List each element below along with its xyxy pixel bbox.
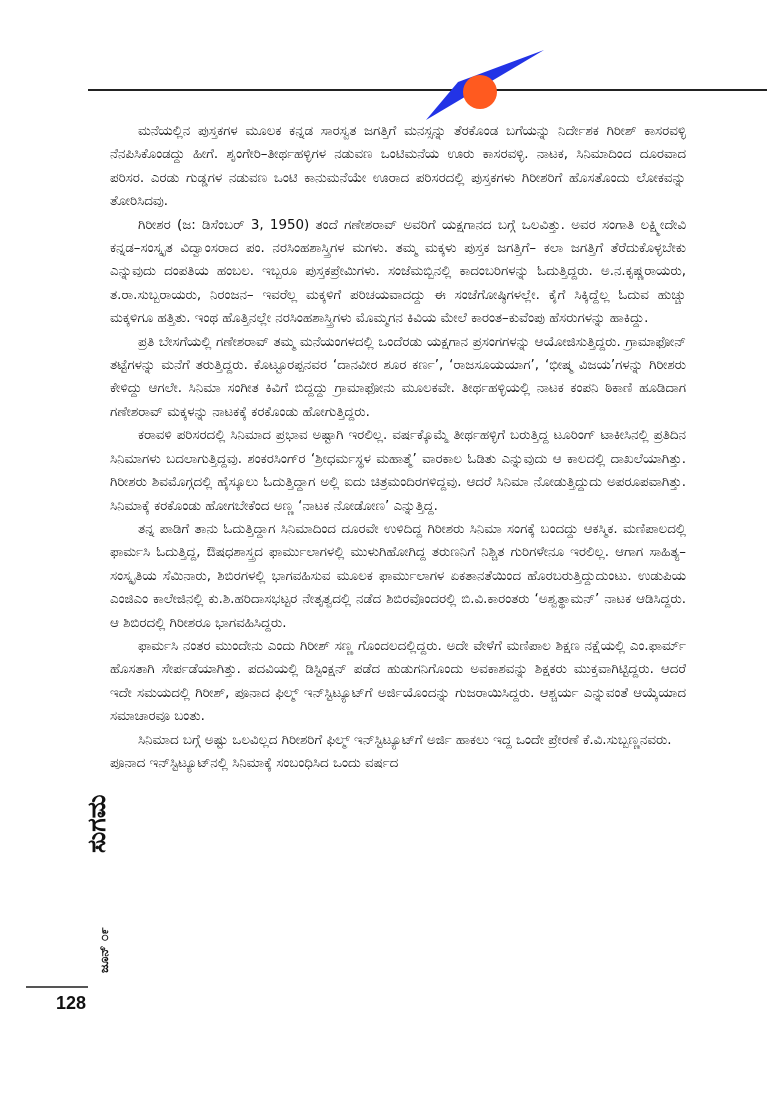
paragraph: ಸಿನಿಮಾದ ಬಗ್ಗೆ ಅಷ್ಟು ಒಲವಿಲ್ಲದ ಗಿರೀಶರಿಗೆ ಫಿಲ್ಮ್ ಇನ್‌ಸ್ಟಿಟ್ಯೂಟ್‌ಗೆ ಅರ್ಜಿ ಹಾಕಲು ಇದ್ದ ಒಂದೇ ಪ್ರೇರಣೆ ಕೆ.ವಿ.ಸುಬ್ಬಣ್ಣನವರು. ಪೂನಾದ ಇನ್‌ಸ್ಟಿಟ್ಯೂಟ್‌ನಲ್ಲಿ ಸಿನಿಮಾಕ್ಕೆ ಸಂಬಂಧಿಸಿದ ಒಂದು ವರ್ಷದ [110,732,672,771]
footer-rule [26,986,88,988]
article-body [110,120,686,775]
paragraph: ಫಾರ್ಮಸಿ ನಂತರ ಮುಂದೇನು ಎಂದು ಗಿರೀಶ್ ಸಣ್ಣ ಗೊಂದಲದಲ್ಲಿದ್ದರು. ಅದೇ ವೇಳೆಗೆ ಮಣಿಪಾಲ ಶಿಕ್ಷಣ ನಕ್ಷೆಯಲ್ಲಿ ಎಂ.ಫಾರ್ಮ್ ಹೊಸತಾಗಿ ಸೇರ್ಪಡೆಯಾಗಿತ್ತು. ಪದವಿಯಲ್ಲಿ ಡಿಸ್ಟಿಂಕ್ಷನ್ ಪಡೆದ ಹುಡುಗನಿಗೊಂದು ಅವಕಾಶವನ್ನು ಶಿಕ್ಷಕರು ಮುಕ್ತವಾಗಿಟ್ಟಿದ್ದರು. ಆದರೆ ಇದೇ ಸಮಯದಲ್ಲಿ ಗಿರೀಶ್, ಪೂನಾದ ಫಿಲ್ಮ್ ಇನ್‌ಸ್ಟಿಟ್ಯೂಟ್‌ಗೆ ಅರ್ಜಿಯೊಂದನ್ನು ಗುಜರಾಯಿಸಿದ್ದರು. ಆಶ್ಚರ್ಯ ಎನ್ನುವಂತೆ ಆಯ್ಕೆಯಾದ ಸಮಾಚಾರವೂ ಬಂತು. [110,638,686,725]
magazine-title: ಸುಗಮ [82,794,111,853]
paragraph: ಕರಾವಳಿ ಪರಿಸರದಲ್ಲಿ ಸಿನಿಮಾದ ಪ್ರಭಾವ ಅಷ್ಟಾಗಿ ಇರಲಿಲ್ಲ. ವರ್ಷಕ್ಕೊಮ್ಮೆ ತೀರ್ಥಹಳ್ಳಿಗೆ ಬರುತ್ತಿದ್ದ ಟೂರಿಂಗ್ ಟಾಕೀಸಿನಲ್ಲಿ ಪ್ರತಿದಿನ ಸಿನಿಮಾಗಳು ಬದಲಾಗುತ್ತಿದ್ದವು. ಶಂಕರಸಿಂಗ್‌ರ ‘ಶ್ರೀಧರ್ಮಸ್ಥಳ ಮಹಾತ್ಮೆ’ ವಾರಕಾಲ ಓಡಿತು ಎನ್ನುವುದು ಆ ಕಾಲದಲ್ಲಿ ದಾಖಲೆಯಾಗಿತ್ತು. ಗಿರೀಶರು ಶಿವಮೊಗ್ಗದಲ್ಲಿ ಹೈಸ್ಕೂಲು ಓದುತ್ತಿದ್ದಾಗ ಅಲ್ಲಿ ಐದು ಚಿತ್ರಮಂದಿರಗಳಿದ್ದವು. ಆದರೆ ಸಿನಿಮಾ ನೋಡುತ್ತಿದ್ದುದು ಅಪರೂಪವಾಗಿತ್ತು. ಸಿನಿಮಾಕ್ಕೆ ಕರಕೊಂಡು ಹೋಗಬೇಕೆಂದ ಅಣ್ಣ ‘ನಾಟಕ ನೋಡೋಣ’ ಎನ್ನುತ್ತಿದ್ದ. [110,428,686,514]
paragraph: ಪ್ರತಿ ಬೇಸಗೆಯಲ್ಲಿ ಗಣೇಶರಾವ್ ತಮ್ಮ ಮನೆಯಂಗಳದಲ್ಲಿ ಒಂದೆರಡು ಯಕ್ಷಗಾನ ಪ್ರಸಂಗಗಳನ್ನು ಆಯೋಜಿಸುತ್ತಿದ್ದರು. ಗ್ರಾಮಾಫೋನ್ ತಟ್ಟೆಗಳನ್ನು ಮನೆಗೆ ತರುತ್ತಿದ್ದರು. ಕೊಟ್ಟೂರಪ್ಪನವರ ‘ದಾನವೀರ ಶೂರ ಕರ್ಣ’, ‘ರಾಜಸೂಯಯಾಗ’, ‘ಭೀಷ್ಮ ವಿಜಯ’ಗಳನ್ನು ಗಿರೀಶರು ಕೇಳಿದ್ದು ಆಗಲೇ. ಸಿನಿಮಾ ಸಂಗೀತ ಕಿವಿಗೆ ಬಿದ್ದದ್ದು ಗ್ರಾಮಾಫೋನು ಮೂಲಕವೇ. ತೀರ್ಥಹಳ್ಳಿಯಲ್ಲಿ ನಾಟಕ ಕಂಪನಿ ಠಿಕಾಣಿ ಹೂಡಿದಾಗ ಗಣೇಶರಾವ್ ಮಕ್ಕಳನ್ನು ನಾಟಕಕ್ಕೆ ಕರಕೊಂಡು ಹೋಗುತ್ತಿದ್ದರು. [110,334,686,420]
publisher-logo [418,46,548,120]
paragraph: ತನ್ನ ಪಾಡಿಗೆ ತಾನು ಓದುತ್ತಿದ್ದಾಗ ಸಿನಿಮಾದಿಂದ ದೂರವೇ ಉಳಿದಿದ್ದ ಗಿರೀಶರು ಸಿನಿಮಾ ಸಂಗಕ್ಕೆ ಬಂದದ್ದು ಆಕಸ್ಮಿಕ. ಮಣಿಪಾಲದಲ್ಲಿ ಫಾರ್ಮಸಿ ಓದುತ್ತಿದ್ದ, ಔಷಧಶಾಸ್ತ್ರದ ಫಾರ್ಮುಲಾಗಳಲ್ಲಿ ಮುಳುಗಿಹೋಗಿದ್ದ ತರುಣನಿಗೆ ನಿಶ್ಚಿತ ಗುರಿಗಳೇನೂ ಇರಲಿಲ್ಲ. ಆಗಾಗ ಸಾಹಿತ್ಯ–ಸಂಸ್ಕೃತಿಯ ಸೆಮಿನಾರು, ಶಿಬಿರಗಳಲ್ಲಿ ಭಾಗವಹಿಸುವ ಮೂಲಕ ಫಾರ್ಮುಲಾಗಳ ಏಕತಾನತೆಯಿಂದ ಹೊರಬರುತ್ತಿದ್ದುದುಂಟು. ಉಡುಪಿಯ ಎಂಜಿಎಂ ಕಾಲೇಜಿನಲ್ಲಿ ಕು.ಶಿ.ಹರಿದಾಸಭಟ್ಟರ ನೇತೃತ್ವದಲ್ಲಿ ನಡೆದ ಶಿಬಿರವೊಂದರಲ್ಲಿ ಬಿ.ವಿ.ಕಾರಂತರು ‘ಅಶ್ವತ್ಥಾಮನ್’ ನಾಟಕ ಆಡಿಸಿದ್ದರು. ಆ ಶಿಬಿರದಲ್ಲಿ ಗಿರೀಶರೂ ಭಾಗವಹಿಸಿದ್ದರು. [110,521,686,631]
issue-label: ಜೂನ್ ೦೯ [96,927,111,973]
page-number: 128 [56,993,87,1013]
magazine-sidebar [52,793,112,979]
paragraph: ಗಿರೀಶರ (ಜ: ಡಿಸೆಂಬರ್ 3, 1950) ತಂದೆ ಗಣೇಶರಾವ್ ಅವರಿಗೆ ಯಕ್ಷಗಾನದ ಬಗ್ಗೆ ಒಲವಿತ್ತು. ಅವರ ಸಂಗಾತಿ ಲಕ್ಷ್ಮೀದೇವಿ ಕನ್ನಡ–ಸಂಸ್ಕೃತ ವಿದ್ವಾಂಸರಾದ ಪಂ. ನರಸಿಂಹಶಾಸ್ತ್ರಿಗಳ ಮಗಳು. ತಮ್ಮ ಮಕ್ಕಳು ಪುಸ್ತಕ ಜಗತ್ತಿಗೆ– ಕಲಾ ಜಗತ್ತಿಗೆ ತೆರೆದುಕೊಳ್ಳಬೇಕು ಎನ್ನುವುದು ದಂಪತಿಯ ಹಂಬಲ. ಇಬ್ಬರೂ ಪುಸ್ತಕಪ್ರೇಮಿಗಳು. ಸಂಜೆಮಬ್ಬಿನಲ್ಲಿ ಕಾದಂಬರಿಗಳನ್ನು ಓದುತ್ತಿದ್ದರು. ಅ.ನ.ಕೃಷ್ಣರಾಯರು, ತ.ರಾ.ಸುಬ್ಬರಾಯರು, ನಿರಂಜನ– ಇವರೆಲ್ಲ ಮಕ್ಕಳಿಗೆ ಪರಿಚಯವಾದದ್ದು ಈ ಸಂಜೆಗೋಷ್ಠಿಗಳಲ್ಲೇ. ಕೈಗೆ ಸಿಕ್ಕಿದ್ದೆಲ್ಲ ಓದುವ ಹುಚ್ಚು ಮಕ್ಕಳಿಗೂ ಹತ್ತಿತು. ಇಂಥ ಹೊತ್ತಿನಲ್ಲೇ ನರಸಿಂಹಶಾಸ್ತ್ರಿಗಳು ಮೊಮ್ಮಗನ ಕಿವಿಯ ಮೇಲೆ ಕಾರಂತ–ಕುವೆಂಪು ಹೆಸರುಗಳನ್ನು ಹಾಕಿದ್ದು. [110,217,686,327]
paragraph: ಮನೆಯಲ್ಲಿನ ಪುಸ್ತಕಗಳ ಮೂಲಕ ಕನ್ನಡ ಸಾರಸ್ವತ ಜಗತ್ತಿಗೆ ಮನಸ್ಸನ್ನು ತೆರಕೊಂಡ ಬಗೆಯನ್ನು ನಿರ್ದೇಶಕ ಗಿರೀಶ್ ಕಾಸರವಳ್ಳಿ ನೆನಪಿಸಿಕೊಂಡದ್ದು ಹೀಗೆ. ಶೃಂಗೇರಿ–ತೀರ್ಥಹಳ್ಳಿಗಳ ನಡುವಣ ಒಂಟಿಮನೆಯ ಊರು ಕಾಸರವಳ್ಳಿ. ನಾಟಕ, ಸಿನಿಮಾದಿಂದ ದೂರವಾದ ಪರಿಸರ. ಎರಡು ಗುಡ್ಡಗಳ ನಡುವಣ ಒಂಟಿ ಕಾನುಮನೆಯೇ ಊರಾದ ಪರಿಸರದಲ್ಲಿ ಪುಸ್ತಕಗಳು ಗಿರೀಶರಿಗೆ ಹೊಸತೊಂದು ಲೋಕವನ್ನು ತೋರಿಸಿದವು. [110,124,686,210]
